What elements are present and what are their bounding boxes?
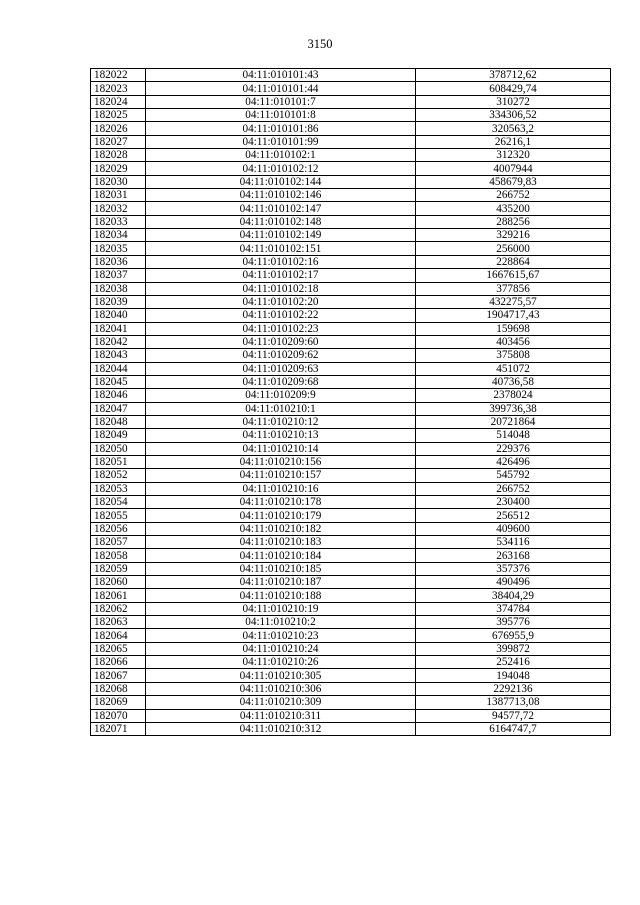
cadastral-number-cell: 04:11:010102:20 xyxy=(146,295,416,308)
table-row xyxy=(91,122,611,135)
cadastral-number-cell: 04:11:010209:60 xyxy=(146,335,416,348)
row-number-cell: 182035 xyxy=(91,242,146,255)
value-cell: 252416 xyxy=(416,656,611,669)
row-number-cell: 182027 xyxy=(91,135,146,148)
value-cell: 256000 xyxy=(416,242,611,255)
cadastral-number-cell: 04:11:010210:188 xyxy=(146,589,416,602)
value-cell: 229376 xyxy=(416,442,611,455)
row-number-cell: 182070 xyxy=(91,709,146,722)
row-number-cell: 182024 xyxy=(91,95,146,108)
cadastral-number-cell: 04:11:010102:23 xyxy=(146,322,416,335)
row-number-cell: 182050 xyxy=(91,442,146,455)
cadastral-number-cell: 04:11:010102:18 xyxy=(146,282,416,295)
table-row xyxy=(91,415,611,428)
table-row xyxy=(91,149,611,162)
value-cell: 608429,74 xyxy=(416,82,611,95)
value-cell: 374784 xyxy=(416,602,611,615)
table-row xyxy=(91,536,611,549)
registry-table xyxy=(90,68,611,736)
row-number-cell: 182040 xyxy=(91,309,146,322)
table-row xyxy=(91,602,611,615)
value-cell: 256512 xyxy=(416,509,611,522)
row-number-cell: 182060 xyxy=(91,576,146,589)
row-number-cell: 182058 xyxy=(91,549,146,562)
cadastral-number-cell: 04:11:010102:22 xyxy=(146,309,416,322)
row-number-cell: 182042 xyxy=(91,335,146,348)
cadastral-number-cell: 04:11:010210:185 xyxy=(146,562,416,575)
row-number-cell: 182028 xyxy=(91,149,146,162)
table-row xyxy=(91,229,611,242)
cadastral-number-cell: 04:11:010210:19 xyxy=(146,602,416,615)
value-cell: 288256 xyxy=(416,215,611,228)
cadastral-number-cell: 04:11:010210:26 xyxy=(146,656,416,669)
row-number-cell: 182022 xyxy=(91,69,146,82)
row-number-cell: 182065 xyxy=(91,642,146,655)
table-row xyxy=(91,696,611,709)
table-row xyxy=(91,362,611,375)
row-number-cell: 182051 xyxy=(91,455,146,468)
value-cell: 266752 xyxy=(416,482,611,495)
value-cell: 375808 xyxy=(416,349,611,362)
cadastral-number-cell: 04:11:010210:16 xyxy=(146,482,416,495)
value-cell: 26216,1 xyxy=(416,135,611,148)
row-number-cell: 182037 xyxy=(91,269,146,282)
table-row xyxy=(91,656,611,669)
cadastral-number-cell: 04:11:010210:184 xyxy=(146,549,416,562)
cadastral-number-cell: 04:11:010210:187 xyxy=(146,576,416,589)
cadastral-number-cell: 04:11:010210:23 xyxy=(146,629,416,642)
table-row xyxy=(91,282,611,295)
cadastral-number-cell: 04:11:010102:144 xyxy=(146,175,416,188)
page-number: 3150 xyxy=(307,37,333,51)
table-row xyxy=(91,269,611,282)
registry-table-body xyxy=(91,69,611,736)
cadastral-number-cell: 04:11:010210:178 xyxy=(146,496,416,509)
row-number-cell: 182057 xyxy=(91,536,146,549)
value-cell: 458679,83 xyxy=(416,175,611,188)
cadastral-number-cell: 04:11:010102:16 xyxy=(146,255,416,268)
row-number-cell: 182056 xyxy=(91,522,146,535)
row-number-cell: 182044 xyxy=(91,362,146,375)
cadastral-number-cell: 04:11:010101:86 xyxy=(146,122,416,135)
table-row xyxy=(91,469,611,482)
cadastral-number-cell: 04:11:010210:24 xyxy=(146,642,416,655)
value-cell: 1667615,67 xyxy=(416,269,611,282)
table-row xyxy=(91,109,611,122)
table-row xyxy=(91,135,611,148)
table-row xyxy=(91,455,611,468)
row-number-cell: 182066 xyxy=(91,656,146,669)
table-row xyxy=(91,162,611,175)
table-row xyxy=(91,482,611,495)
value-cell: 676955,9 xyxy=(416,629,611,642)
cadastral-number-cell: 04:11:010209:63 xyxy=(146,362,416,375)
value-cell: 228864 xyxy=(416,255,611,268)
cadastral-number-cell: 04:11:010102:12 xyxy=(146,162,416,175)
table-row xyxy=(91,589,611,602)
table-row xyxy=(91,682,611,695)
value-cell: 230400 xyxy=(416,496,611,509)
row-number-cell: 182034 xyxy=(91,229,146,242)
row-number-cell: 182039 xyxy=(91,295,146,308)
table-row xyxy=(91,402,611,415)
cadastral-number-cell: 04:11:010102:1 xyxy=(146,149,416,162)
row-number-cell: 182036 xyxy=(91,255,146,268)
row-number-cell: 182059 xyxy=(91,562,146,575)
value-cell: 378712,62 xyxy=(416,69,611,82)
value-cell: 334306,52 xyxy=(416,109,611,122)
cadastral-number-cell: 04:11:010210:311 xyxy=(146,709,416,722)
value-cell: 263168 xyxy=(416,549,611,562)
value-cell: 1387713,08 xyxy=(416,696,611,709)
table-row xyxy=(91,255,611,268)
cadastral-number-cell: 04:11:010210:183 xyxy=(146,536,416,549)
table-row xyxy=(91,295,611,308)
row-number-cell: 182061 xyxy=(91,589,146,602)
row-number-cell: 182055 xyxy=(91,509,146,522)
value-cell: 2378024 xyxy=(416,389,611,402)
row-number-cell: 182068 xyxy=(91,682,146,695)
table-row xyxy=(91,522,611,535)
cadastral-number-cell: 04:11:010210:157 xyxy=(146,469,416,482)
value-cell: 159698 xyxy=(416,322,611,335)
row-number-cell: 182062 xyxy=(91,602,146,615)
cadastral-number-cell: 04:11:010210:306 xyxy=(146,682,416,695)
cadastral-number-cell: 04:11:010210:312 xyxy=(146,722,416,735)
value-cell: 2292136 xyxy=(416,682,611,695)
cadastral-number-cell: 04:11:010101:43 xyxy=(146,69,416,82)
value-cell: 1904717,43 xyxy=(416,309,611,322)
value-cell: 409600 xyxy=(416,522,611,535)
table-row xyxy=(91,709,611,722)
value-cell: 40736,58 xyxy=(416,375,611,388)
row-number-cell: 182031 xyxy=(91,189,146,202)
cadastral-number-cell: 04:11:010210:12 xyxy=(146,415,416,428)
value-cell: 329216 xyxy=(416,229,611,242)
cadastral-number-cell: 04:11:010210:309 xyxy=(146,696,416,709)
cadastral-number-cell: 04:11:010102:151 xyxy=(146,242,416,255)
table-row xyxy=(91,669,611,682)
table-row xyxy=(91,95,611,108)
row-number-cell: 182032 xyxy=(91,202,146,215)
table-row xyxy=(91,389,611,402)
cadastral-number-cell: 04:11:010102:148 xyxy=(146,215,416,228)
row-number-cell: 182045 xyxy=(91,375,146,388)
cadastral-number-cell: 04:11:010102:147 xyxy=(146,202,416,215)
row-number-cell: 182069 xyxy=(91,696,146,709)
cadastral-number-cell: 04:11:010209:68 xyxy=(146,375,416,388)
cadastral-number-cell: 04:11:010101:7 xyxy=(146,95,416,108)
cadastral-number-cell: 04:11:010101:99 xyxy=(146,135,416,148)
row-number-cell: 182067 xyxy=(91,669,146,682)
value-cell: 403456 xyxy=(416,335,611,348)
row-number-cell: 182049 xyxy=(91,429,146,442)
value-cell: 432275,57 xyxy=(416,295,611,308)
row-number-cell: 182030 xyxy=(91,175,146,188)
row-number-cell: 182052 xyxy=(91,469,146,482)
table-row xyxy=(91,202,611,215)
row-number-cell: 182063 xyxy=(91,616,146,629)
row-number-cell: 182043 xyxy=(91,349,146,362)
row-number-cell: 182025 xyxy=(91,109,146,122)
cadastral-number-cell: 04:11:010210:2 xyxy=(146,616,416,629)
cadastral-number-cell: 04:11:010210:305 xyxy=(146,669,416,682)
cadastral-number-cell: 04:11:010210:14 xyxy=(146,442,416,455)
value-cell: 514048 xyxy=(416,429,611,442)
cadastral-number-cell: 04:11:010101:44 xyxy=(146,82,416,95)
table-row xyxy=(91,335,611,348)
table-row xyxy=(91,642,611,655)
table-row xyxy=(91,509,611,522)
table-row xyxy=(91,616,611,629)
row-number-cell: 182026 xyxy=(91,122,146,135)
table-row xyxy=(91,82,611,95)
value-cell: 6164747,7 xyxy=(416,722,611,735)
value-cell: 395776 xyxy=(416,616,611,629)
cadastral-number-cell: 04:11:010209:9 xyxy=(146,389,416,402)
table-row xyxy=(91,496,611,509)
value-cell: 266752 xyxy=(416,189,611,202)
row-number-cell: 182041 xyxy=(91,322,146,335)
table-row xyxy=(91,69,611,82)
value-cell: 451072 xyxy=(416,362,611,375)
value-cell: 4007944 xyxy=(416,162,611,175)
table-row xyxy=(91,562,611,575)
row-number-cell: 182054 xyxy=(91,496,146,509)
row-number-cell: 182046 xyxy=(91,389,146,402)
row-number-cell: 182038 xyxy=(91,282,146,295)
row-number-cell: 182064 xyxy=(91,629,146,642)
table-row xyxy=(91,309,611,322)
table-row xyxy=(91,189,611,202)
cadastral-number-cell: 04:11:010210:182 xyxy=(146,522,416,535)
row-number-cell: 182053 xyxy=(91,482,146,495)
value-cell: 320563,2 xyxy=(416,122,611,135)
cadastral-number-cell: 04:11:010102:149 xyxy=(146,229,416,242)
value-cell: 20721864 xyxy=(416,415,611,428)
value-cell: 310272 xyxy=(416,95,611,108)
table-row xyxy=(91,242,611,255)
cadastral-number-cell: 04:11:010101:8 xyxy=(146,109,416,122)
table-row xyxy=(91,629,611,642)
table-row xyxy=(91,722,611,735)
row-number-cell: 182047 xyxy=(91,402,146,415)
row-number-cell: 182023 xyxy=(91,82,146,95)
cadastral-number-cell: 04:11:010209:62 xyxy=(146,349,416,362)
row-number-cell: 182048 xyxy=(91,415,146,428)
value-cell: 435200 xyxy=(416,202,611,215)
value-cell: 357376 xyxy=(416,562,611,575)
value-cell: 490496 xyxy=(416,576,611,589)
value-cell: 399736,38 xyxy=(416,402,611,415)
value-cell: 545792 xyxy=(416,469,611,482)
value-cell: 194048 xyxy=(416,669,611,682)
table-row xyxy=(91,175,611,188)
table-row xyxy=(91,442,611,455)
table-row xyxy=(91,375,611,388)
cadastral-number-cell: 04:11:010210:179 xyxy=(146,509,416,522)
value-cell: 377856 xyxy=(416,282,611,295)
table-row xyxy=(91,429,611,442)
row-number-cell: 182071 xyxy=(91,722,146,735)
value-cell: 426496 xyxy=(416,455,611,468)
cadastral-number-cell: 04:11:010102:146 xyxy=(146,189,416,202)
cadastral-number-cell: 04:11:010210:156 xyxy=(146,455,416,468)
row-number-cell: 182033 xyxy=(91,215,146,228)
cadastral-number-cell: 04:11:010210:1 xyxy=(146,402,416,415)
value-cell: 94577,72 xyxy=(416,709,611,722)
cadastral-number-cell: 04:11:010102:17 xyxy=(146,269,416,282)
table-row xyxy=(91,576,611,589)
cadastral-number-cell: 04:11:010210:13 xyxy=(146,429,416,442)
table-row xyxy=(91,349,611,362)
table-row xyxy=(91,549,611,562)
table-row xyxy=(91,322,611,335)
row-number-cell: 182029 xyxy=(91,162,146,175)
table-row xyxy=(91,215,611,228)
value-cell: 534116 xyxy=(416,536,611,549)
value-cell: 312320 xyxy=(416,149,611,162)
value-cell: 399872 xyxy=(416,642,611,655)
value-cell: 38404,29 xyxy=(416,589,611,602)
